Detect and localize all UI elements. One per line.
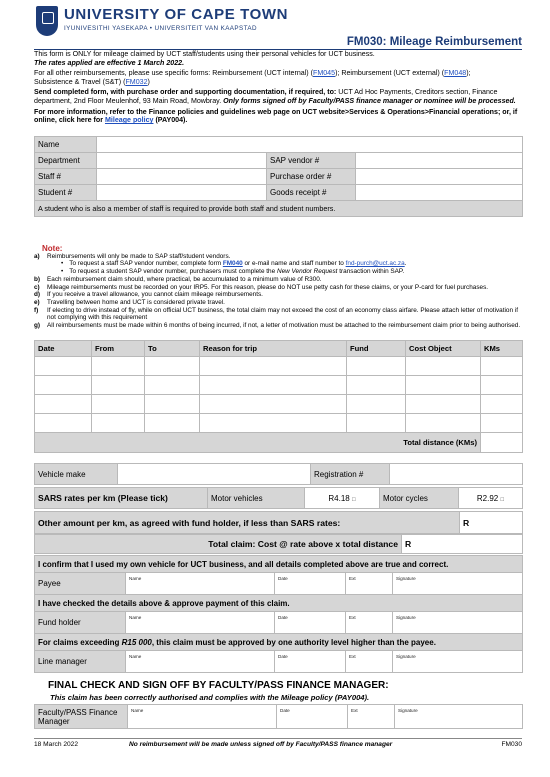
notes-section bbox=[34, 245, 524, 330]
trip-cell[interactable] bbox=[200, 376, 347, 395]
note-b: Each reimbursement claim should, where practical, be accumulated to a minimum value of R300. bbox=[47, 275, 322, 283]
payee-date-field[interactable]: Date bbox=[275, 573, 346, 595]
col-fund: Fund bbox=[347, 341, 406, 357]
line-manager-name-field[interactable]: Name bbox=[126, 651, 275, 673]
trips-table bbox=[34, 340, 523, 453]
note-e: Travelling between home and UCT is considered private travel. bbox=[47, 298, 225, 306]
trip-cell[interactable] bbox=[406, 357, 481, 376]
note-a: Reimbursements will only be made to SAP staff/student vendors. bbox=[47, 252, 231, 260]
note-d: If you receive a travel allowance, you cannot claim mileage reimbursements. bbox=[47, 291, 263, 299]
vehicle-table bbox=[34, 463, 523, 485]
note-g: All reimbursements must be made within 6 months of being incurred, if not, a letter of motivation must be attached to the reimbursement claim prior to being authorised. bbox=[47, 322, 521, 330]
line-manager-signature-field[interactable]: Signature bbox=[393, 651, 523, 673]
trip-cell[interactable] bbox=[481, 414, 523, 433]
finance-manager-table bbox=[34, 704, 523, 729]
trips-total-row bbox=[35, 433, 523, 453]
student-field[interactable] bbox=[97, 185, 267, 201]
fund-holder-label: Fund holder bbox=[35, 612, 126, 634]
staff-field[interactable] bbox=[97, 169, 267, 185]
motor-vehicles-rate-cell[interactable] bbox=[305, 488, 380, 509]
other-forms-text-3: ); bbox=[466, 69, 471, 78]
purchase-order-field[interactable] bbox=[356, 169, 523, 185]
col-to: To bbox=[145, 341, 200, 357]
notes-title: Note: bbox=[42, 244, 63, 253]
final-check-subtitle: This claim has been correctly authorised and complies with the Mileage policy (PAY004). bbox=[50, 693, 370, 702]
finance-manager-ext-field[interactable]: Ext bbox=[348, 705, 395, 729]
trip-row bbox=[35, 414, 523, 433]
trip-cell[interactable] bbox=[145, 395, 200, 414]
signoff-requirement: Only forms signed off by Faculty/PASS finance manager or nominee will be processed. bbox=[223, 96, 516, 105]
staff-label: Staff # bbox=[35, 169, 97, 185]
trip-cell[interactable] bbox=[35, 395, 92, 414]
uct-crest-logo bbox=[36, 6, 58, 36]
line-manager-date-field[interactable]: Date bbox=[275, 651, 346, 673]
fund-holder-signature-field[interactable]: Signature bbox=[393, 612, 523, 634]
purchasing-email-link[interactable]: fnd-purch@uct.ac.za bbox=[345, 260, 405, 268]
col-kms: KMs bbox=[481, 341, 523, 357]
vehicle-make-label: Vehicle make bbox=[35, 464, 118, 485]
motor-cycles-rate: R2.92 bbox=[476, 493, 499, 503]
sap-vendor-label: SAP vendor # bbox=[267, 153, 356, 169]
trip-cell[interactable] bbox=[92, 376, 145, 395]
total-claim-field[interactable]: R bbox=[402, 535, 523, 554]
trip-cell[interactable] bbox=[200, 357, 347, 376]
trip-cell[interactable] bbox=[406, 395, 481, 414]
fund-holder-ext-field[interactable]: Ext bbox=[346, 612, 393, 634]
send-address: UCT Ad Hoc Payments, Creditors section, Finance department, 2nd Floor Meulenhof, 93 Main Road, Mowbray. bbox=[34, 88, 498, 105]
other-rate-table bbox=[34, 511, 523, 534]
finance-manager-name-field[interactable]: Name bbox=[128, 705, 277, 729]
motor-vehicles-label: Motor vehicles bbox=[208, 488, 305, 509]
other-amount-field[interactable]: R bbox=[460, 512, 523, 534]
checkbox-icon[interactable]: □ bbox=[351, 496, 356, 503]
fm048-link[interactable]: FM048 bbox=[444, 69, 467, 78]
university-name: UNIVERSITY OF CAPE TOWN bbox=[64, 6, 289, 23]
trip-cell[interactable] bbox=[481, 395, 523, 414]
motor-cycles-label: Motor cycles bbox=[380, 488, 459, 509]
payee-signature-field[interactable]: Signature bbox=[393, 573, 523, 595]
finance-manager-label: Faculty/PASS Finance Manager bbox=[35, 705, 128, 729]
name-label: Name bbox=[35, 137, 97, 153]
payee-ext-field[interactable]: Ext bbox=[346, 573, 393, 595]
university-subtitle: IYUNIVESITHI YASEKAPA • UNIVERSITEIT VAN KAAPSTAD bbox=[64, 25, 257, 32]
total-distance-label: Total distance (KMs) bbox=[35, 433, 481, 453]
fund-holder-approval: I have checked the details above & approve payment of this claim. bbox=[35, 595, 523, 612]
registration-label: Registration # bbox=[311, 464, 390, 485]
trip-row bbox=[35, 357, 523, 376]
more-info: For more information, refer to the Finance policies and guidelines web page on UCT website>Services & Operations>Financial operations; or, if online, click here for bbox=[34, 107, 518, 125]
other-forms-text-2: ); Reimbursement (UCT external) ( bbox=[335, 69, 445, 78]
rates-effective: The rates applied are effective 1 March 2022. bbox=[34, 58, 185, 67]
notes-list: a) Reimbursements will only be made to SAP staff/student vendors. • To request a staff SAP vendor number, complete form FM040 or e-mail name and staff number to fnd-purch@uct.ac.za. • To request a student SAP vendor number, purchasers must complete the New Vendor Request transaction within SAP. b) Each reimbursement claim should, where practical, be accumulated to a minimum value of R300. c) Mileage reimbursements must be recorded on your IRP5. For this reason, please do NOT use petty cash for these claims, or your P-card for fuel purchases. d) If you receive a travel allowance, you cannot claim mileage reimbursements. e) Travelling between home and UCT is considered private travel. f) If electing to drive instead of fly, while on official UCT business, the total claim may not exceed the cost of an economy class airfare. Please attach letter of motivation if not complying with this requirement g) All reimbursements must be made within 6 months of being incurred, if not, a letter of motivation must be attached to the reimbursement claim prior to being authorised. bbox=[34, 253, 524, 330]
payee-label: Payee bbox=[35, 573, 126, 595]
trip-cell[interactable] bbox=[145, 357, 200, 376]
col-date: Date bbox=[35, 341, 92, 357]
trip-cell[interactable] bbox=[92, 414, 145, 433]
motor-cycles-rate-cell[interactable] bbox=[459, 488, 523, 509]
trip-cell[interactable] bbox=[200, 395, 347, 414]
intro-line-1: This form is ONLY for mileage claimed by UCT staff/students using their personal vehicles for UCT business. bbox=[34, 50, 375, 58]
intro-text bbox=[34, 50, 524, 127]
more-info-2: (PAY004). bbox=[153, 116, 188, 125]
trip-cell[interactable] bbox=[145, 376, 200, 395]
payee-confirmation: I confirm that I used my own vehicle for UCT business, and all details completed above are true and correct. bbox=[35, 556, 523, 573]
line-manager-ext-field[interactable]: Ext bbox=[346, 651, 393, 673]
finance-manager-date-field[interactable]: Date bbox=[277, 705, 348, 729]
footer bbox=[34, 741, 522, 748]
fm032-link[interactable]: FM032 bbox=[125, 77, 148, 86]
fund-holder-name-field[interactable]: Name bbox=[126, 612, 275, 634]
trip-cell[interactable] bbox=[347, 395, 406, 414]
total-claim-table bbox=[34, 534, 523, 554]
note-a-bullet-1: • To request a staff SAP vendor number, complete form FM040 or e-mail name and staff number to fnd-purch@uct.ac.za. bbox=[47, 260, 524, 268]
total-claim-label: Total claim: Cost @ rate above x total distance bbox=[35, 535, 402, 554]
goods-receipt-field[interactable] bbox=[356, 185, 523, 201]
trip-cell[interactable] bbox=[347, 376, 406, 395]
trip-row bbox=[35, 376, 523, 395]
note-a-bullet-2: • To request a student SAP vendor number, purchasers must complete the New Vendor Request transaction within SAP. bbox=[47, 268, 524, 276]
department-label: Department bbox=[35, 153, 97, 169]
snt-text: Subsistence & Travel (S&T) ( bbox=[34, 77, 126, 86]
purchase-order-label: Purchase order # bbox=[267, 169, 356, 185]
goods-receipt-label: Goods receipt # bbox=[267, 185, 356, 201]
staff-student-note: A student who is also a member of staff is required to provide both staff and student numbers. bbox=[35, 201, 523, 217]
col-reason: Reason for trip bbox=[200, 341, 347, 357]
trip-cell[interactable] bbox=[145, 414, 200, 433]
other-amount-label: Other amount per km, as agreed with fund holder, if less than SARS rates: bbox=[35, 512, 460, 534]
fund-holder-table bbox=[34, 594, 523, 634]
payee-name-field[interactable]: Name bbox=[126, 573, 275, 595]
trip-cell[interactable] bbox=[481, 376, 523, 395]
finance-manager-signature-field[interactable]: Signature bbox=[395, 705, 523, 729]
trip-row bbox=[35, 395, 523, 414]
sap-vendor-field[interactable] bbox=[356, 153, 523, 169]
trip-cell[interactable] bbox=[406, 414, 481, 433]
other-forms-text: For all other reimbursements, please use specific forms: Reimbursement (UCT internal) ( bbox=[34, 69, 313, 78]
fm045-link[interactable]: FM045 bbox=[312, 69, 336, 78]
trip-cell[interactable] bbox=[481, 357, 523, 376]
trip-cell[interactable] bbox=[200, 414, 347, 433]
trip-cell[interactable] bbox=[406, 376, 481, 395]
trip-cell[interactable] bbox=[92, 357, 145, 376]
motor-vehicles-rate: R4.18 bbox=[328, 493, 350, 503]
trip-cell[interactable] bbox=[92, 395, 145, 414]
student-label: Student # bbox=[35, 185, 97, 201]
claimant-details-table bbox=[34, 136, 523, 217]
fund-holder-date-field[interactable]: Date bbox=[275, 612, 346, 634]
registration-field[interactable] bbox=[390, 464, 523, 485]
note-f: If electing to drive instead of fly, while on official UCT business, the total claim may not exceed the cost of an economy class airfare. Please attach letter of motivation if not complying with this requirement bbox=[47, 306, 519, 322]
header bbox=[36, 6, 516, 40]
col-cost-object: Cost Object bbox=[406, 341, 481, 357]
col-from: From bbox=[92, 341, 145, 357]
sars-rates-table bbox=[34, 487, 523, 509]
trip-cell[interactable] bbox=[347, 414, 406, 433]
trip-cell[interactable] bbox=[35, 357, 92, 376]
payee-table bbox=[34, 555, 523, 595]
note-c: Mileage reimbursements must be recorded on your IRP5. For this reason, please do NOT use petty cash for these claims, or your P-card for fuel purchases. bbox=[47, 283, 489, 291]
department-field[interactable] bbox=[97, 153, 267, 169]
checkbox-icon[interactable]: □ bbox=[500, 496, 505, 503]
send-instruction: Send completed form, with purchase order and supporting documentation, if required, to: bbox=[34, 88, 337, 97]
vehicle-make-field[interactable] bbox=[118, 464, 311, 485]
footer-date: 18 March 2022 bbox=[34, 741, 78, 748]
name-field[interactable] bbox=[97, 137, 523, 153]
trips-header-row bbox=[35, 341, 523, 357]
total-distance-field[interactable] bbox=[481, 433, 523, 453]
mileage-policy-link[interactable]: Mileage policy bbox=[104, 116, 154, 125]
final-check-title: FINAL CHECK AND SIGN OFF BY FACULTY/PASS FINANCE MANAGER: bbox=[48, 680, 389, 691]
line-manager-label: Line manager bbox=[35, 651, 126, 673]
snt-text-2: ) bbox=[147, 77, 150, 86]
footer-notice: No reimbursement will be made unless signed off by Faculty/PASS finance manager bbox=[129, 741, 393, 748]
trip-cell[interactable] bbox=[347, 357, 406, 376]
fm040-link[interactable]: FM040 bbox=[222, 260, 243, 268]
trip-cell[interactable] bbox=[35, 376, 92, 395]
exceed-rule: For claims exceeding R15 000, this claim must be approved by one authority level higher than the payee. bbox=[35, 634, 523, 651]
line-manager-table bbox=[34, 633, 523, 673]
footer-rule bbox=[34, 738, 522, 739]
sars-rates-label: SARS rates per km (Please tick) bbox=[35, 488, 208, 509]
form-title: FM030: Mileage Reimbursement bbox=[346, 36, 522, 48]
footer-form-code: FM030 bbox=[501, 741, 522, 748]
trip-cell[interactable] bbox=[35, 414, 92, 433]
